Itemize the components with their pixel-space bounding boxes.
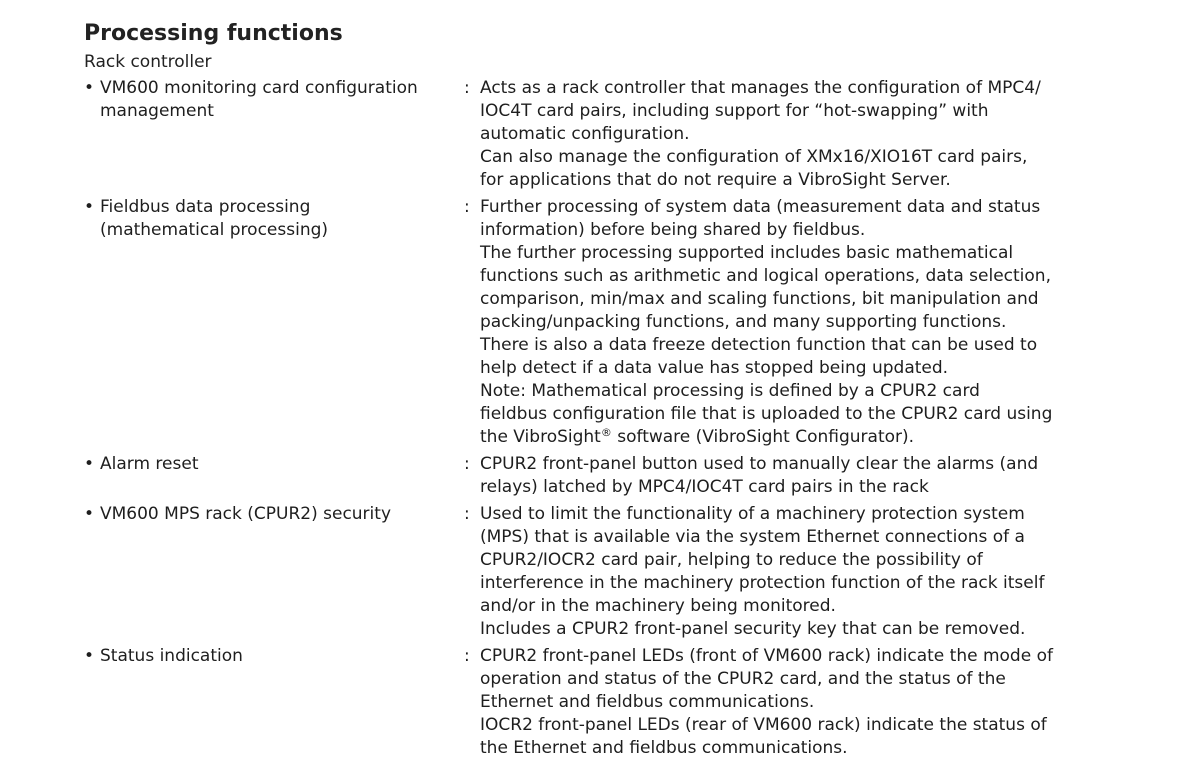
list-item-status-indication bbox=[84, 645, 1154, 760]
list-item-card-configuration bbox=[84, 77, 1154, 192]
item-description: CPUR2 front-panel button used to manually clear the alarms (and relays) latched by MPC4/IOC4T card pairs in the rack bbox=[480, 454, 1039, 497]
last-line: the VibroSight® software (VibroSight Configurator). bbox=[480, 426, 915, 447]
colon-separator: : bbox=[464, 646, 470, 666]
item-term: Fieldbus data processing (mathematical processing) bbox=[100, 197, 329, 240]
bullet-icon: • bbox=[84, 646, 95, 666]
definition-list bbox=[84, 77, 1154, 760]
item-term: VM600 MPS rack (CPUR2) security bbox=[100, 504, 392, 524]
bullet-icon: • bbox=[84, 197, 95, 217]
colon-separator: : bbox=[464, 504, 470, 524]
colon-separator: : bbox=[464, 454, 470, 474]
list-item-alarm-reset bbox=[84, 453, 1154, 499]
colon-separator: : bbox=[464, 78, 470, 98]
bullet-icon: • bbox=[84, 454, 95, 474]
section-subtitle: Rack controller bbox=[84, 52, 212, 72]
item-description: Used to limit the functionality of a machinery protection system (MPS) that is available via the system Ethernet connections of a CPUR2/IOCR2 card pair, helping to reduce the possibility of interference in the machinery protection function of the rack itself and/or in the machinery being monitored. Includes a CPUR2 front-panel security key that can be removed. bbox=[480, 504, 1045, 639]
item-description: CPUR2 front-panel LEDs (front of VM600 rack) indicate the mode of operation and status of the CPUR2 card, and the status of the Ethernet and fieldbus communications. IOCR2 front-panel LEDs (rear of VM600 rack) indicate the status of the Ethernet and fieldbus communications. bbox=[480, 646, 1053, 758]
list-item-fieldbus-processing bbox=[84, 196, 1154, 449]
list-item-rack-security bbox=[84, 503, 1154, 641]
bullet-icon: • bbox=[84, 78, 95, 98]
item-term: Alarm reset bbox=[100, 454, 199, 474]
processing-functions-section bbox=[84, 19, 1154, 764]
registered-mark: ® bbox=[600, 426, 612, 439]
item-description: Acts as a rack controller that manages the configuration of MPC4/ IOC4T card pairs, including support for “hot-swapping” with automatic configuration. Can also manage the configuration of XMx16/XIO16T card pairs, for applications that do not require a VibroSight Server. bbox=[480, 78, 1041, 190]
section-title: Processing functions bbox=[84, 21, 343, 46]
bullet-icon: • bbox=[84, 504, 95, 524]
item-term: VM600 monitoring card configuration management bbox=[100, 78, 418, 121]
colon-separator: : bbox=[464, 197, 470, 217]
item-term: Status indication bbox=[100, 646, 243, 666]
item-description: Further processing of system data (measurement data and status information) before being shared by fieldbus. The further processing supported includes basic mathematical functions such as arithmetic and logical operations, data selection, comparison, min/max and scaling functions, bit manipulation and packing/unpacking functions, and many supporting functions. There is also a data freeze detection function that can be used to help detect if a data value has stopped being updated. Note: Mathematical processing is defined by a CPUR2 card fieldbus configuration file that is uploaded to the CPUR2 card using the VibroSight® software (VibroSight Configurator). bbox=[480, 196, 1154, 449]
